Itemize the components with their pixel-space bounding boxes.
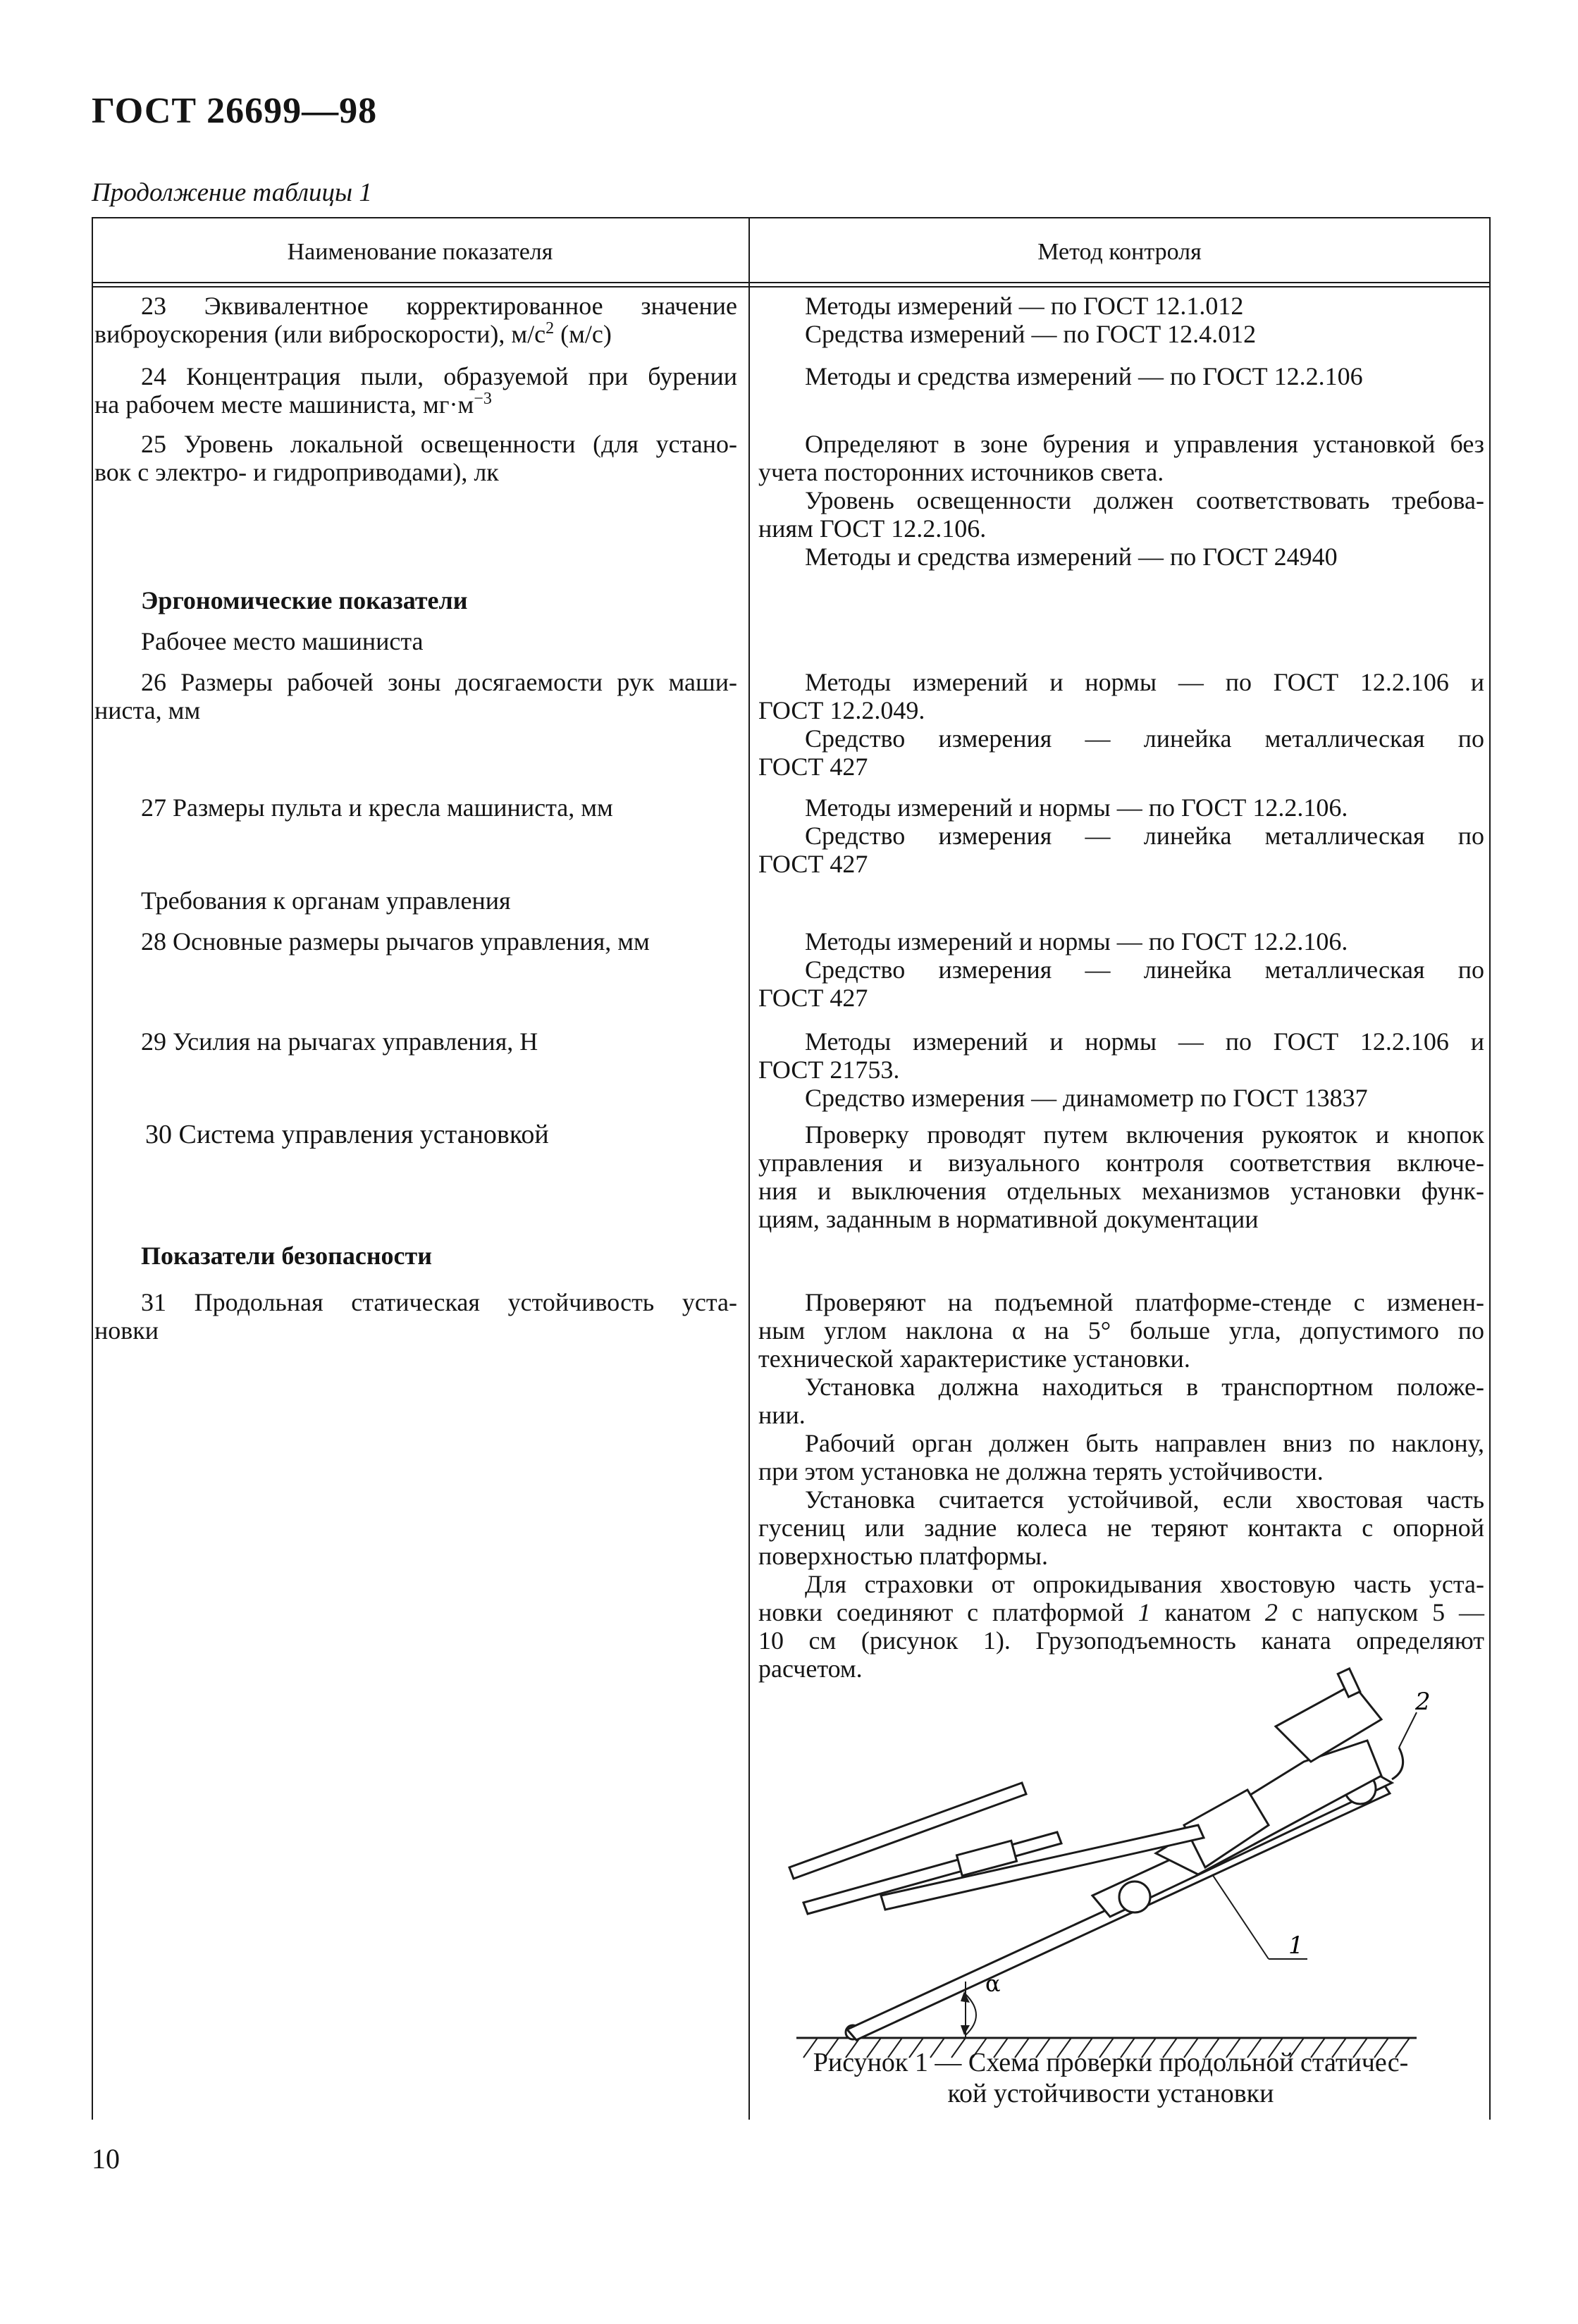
method-24 [758, 362, 1484, 390]
method-26 [758, 668, 1484, 781]
track-wheel-front [1119, 1881, 1150, 1912]
indicator-23-unit: (м/с) [554, 320, 612, 348]
method-25-line1: Определяют в зоне бурения и управления установкой без [805, 430, 1484, 458]
method-31-line10: поверхностью платформы. [758, 1542, 1048, 1570]
method-31-line12-text3: с напуском 5 — [1277, 1598, 1485, 1626]
method-31-line12-text: новки соединяют с платформой [758, 1598, 1138, 1626]
figure-caption [772, 2047, 1449, 2109]
figure-caption-line1: Рисунок 1 — Схема проверки продольной статичес- [813, 2048, 1409, 2077]
indicator-31 [94, 1288, 737, 1345]
method-24-line1: Методы и средства измерений — по ГОСТ 12.2.106 [805, 362, 1363, 390]
method-23 [758, 292, 1484, 348]
indicator-24-line1: 24 Концентрация пыли, образуемой при бурении [141, 362, 737, 390]
indicator-26 [94, 668, 737, 724]
method-27-line1: Методы измерений и нормы — по ГОСТ 12.2.106. [805, 793, 1348, 822]
column-header-indicator: Наименование показателя [287, 239, 553, 265]
method-31-line3: технической характеристике установки. [758, 1345, 1190, 1373]
section-workplace: Рабочее место машиниста [141, 627, 424, 655]
method-29-line1: Методы измерений и нормы — по ГОСТ 12.2.106 и [805, 1027, 1484, 1056]
method-28-line3: ГОСТ 427 [758, 984, 868, 1012]
indicator-25 [94, 430, 737, 486]
method-23-line2: Средства измерений — по ГОСТ 12.4.012 [805, 320, 1257, 348]
method-31-line1: Проверяют на подъемной платформе-стенде с изменен- [805, 1288, 1484, 1316]
method-26-line2: ГОСТ 12.2.049. [758, 696, 925, 724]
leader-2 [1399, 1712, 1417, 1748]
method-31-line12 [758, 1598, 1484, 1626]
method-31-line7: при этом установка не должна терять устойчивости. [758, 1457, 1324, 1485]
method-30-line1: Проверку проводят путем включения рукояток и кнопок [805, 1120, 1484, 1149]
method-25 [758, 430, 1484, 571]
indicator-26-line1: 26 Размеры рабочей зоны досягаемости рук маши- [141, 668, 737, 696]
figure-caption-line2: кой устойчивости установки [947, 2079, 1274, 2108]
indicator-23-line1: 23 Эквивалентное корректированное значение [141, 292, 737, 320]
figure-stability-scheme [761, 1663, 1445, 2093]
indicator-31-line2: новки [94, 1316, 159, 1345]
method-31-line14: расчетом. [758, 1655, 863, 1683]
indicator-28: 28 Основные размеры рычагов управления, мм [141, 927, 650, 956]
section-safety: Показатели безопасности [141, 1242, 432, 1270]
method-25-line5: Методы и средства измерений — по ГОСТ 24940 [805, 543, 1338, 571]
indicator-26-line2: ниста, мм [94, 696, 201, 724]
indicator-23 [94, 292, 737, 348]
method-26-line1: Методы измерений и нормы — по ГОСТ 12.2.106 и [805, 668, 1484, 696]
leader-1 [1212, 1874, 1269, 1959]
method-30-line4: циям, заданным в нормативной документации [758, 1205, 1259, 1233]
table-caption: Продолжение таблицы 1 [92, 178, 372, 207]
indicator-23-line2 [94, 320, 737, 348]
method-28-line2: Средство измерения — линейка металлическая по [805, 956, 1484, 984]
indicator-25-line1: 25 Уровень локальной освещенности (для устано- [141, 430, 737, 458]
section-ergonomic: Эргономические показатели [141, 586, 468, 614]
method-31-line5: нии. [758, 1401, 806, 1429]
method-27-line3: ГОСТ 427 [758, 850, 868, 878]
method-23-line1: Методы измерений — по ГОСТ 12.1.012 [805, 292, 1244, 320]
column-divider [748, 217, 750, 2120]
method-31 [758, 1288, 1484, 1683]
method-25-line2: учета посторонних источников света. [758, 458, 1164, 486]
column-header-method: Метод контроля [1037, 239, 1202, 265]
label-platform-1: 1 [1288, 1931, 1304, 1960]
method-29-line2: ГОСТ 21753. [758, 1056, 900, 1084]
platform-ref: 1 [1138, 1598, 1151, 1626]
page-number: 10 [92, 2143, 120, 2175]
indicator-27: 27 Размеры пульта и кресла машиниста, мм [141, 793, 613, 822]
method-27-line2: Средство измерения — линейка металлическая по [805, 822, 1484, 850]
unit-exponent: −3 [474, 390, 492, 408]
indicator-29: 29 Усилия на рычагах управления, Н [141, 1027, 538, 1056]
safety-rope [1392, 1748, 1403, 1779]
method-31-line13: 10 см (рисунок 1). Грузоподъемность каната определяют [758, 1626, 1484, 1655]
unit-exponent: 2 [545, 319, 555, 338]
method-28-line1: Методы измерений и нормы — по ГОСТ 12.2.106. [805, 927, 1348, 956]
indicator-23-text: виброускорения (или виброскорости), м/с [94, 320, 546, 348]
right-border [1489, 217, 1491, 2120]
method-25-line4: ниям ГОСТ 12.2.106. [758, 514, 987, 543]
indicator-31-line1: 31 Продольная статическая устойчивость уста- [141, 1288, 737, 1316]
method-26-line4: ГОСТ 427 [758, 753, 868, 781]
left-border [92, 217, 93, 2120]
figure-drawing [761, 1663, 1445, 2093]
method-27 [758, 793, 1484, 878]
indicator-25-line2: вок с электро- и гидроприводами), лк [94, 458, 499, 486]
indicator-30: 30 Система управления установкой [145, 1120, 549, 1149]
method-31-line8: Установка считается устойчивой, если хвостовая часть [805, 1485, 1484, 1514]
method-26-line3: Средство измерения — линейка металлическая по [805, 724, 1484, 753]
method-25-line3: Уровень освещенности должен соответствовать требова- [805, 486, 1484, 514]
method-30-line2: управления и визуального контроля соответствия включе- [758, 1149, 1484, 1177]
label-rope-2: 2 [1415, 1688, 1431, 1716]
method-28 [758, 927, 1484, 1012]
method-31-line11: Для страховки от опрокидывания хвостовую часть уста- [805, 1570, 1484, 1598]
angle-alpha-label: α [985, 1970, 1001, 1997]
indicator-24-text: на рабочем месте машиниста, мг·м [94, 390, 474, 419]
method-31-line6: Рабочий орган должен быть направлен вниз по наклону, [805, 1429, 1484, 1457]
indicator-24-line2 [94, 390, 737, 419]
indicator-24 [94, 362, 737, 419]
method-29-line3: Средство измерения — динамометр по ГОСТ 13837 [805, 1084, 1368, 1112]
method-31-line12-text2: канатом [1150, 1598, 1265, 1626]
method-30-line3: ния и выключения отдельных механизмов установки функ- [758, 1177, 1484, 1205]
section-controls: Требования к органам управления [141, 886, 511, 915]
document-header: ГОСТ 26699—98 [92, 91, 378, 131]
method-29 [758, 1027, 1484, 1112]
rope-ref: 2 [1264, 1598, 1278, 1626]
method-30 [758, 1120, 1484, 1233]
method-31-line2: ным углом наклона α на 5° больше угла, допустимого по [758, 1316, 1484, 1345]
method-31-line4: Установка должна находиться в транспортном положе- [805, 1373, 1484, 1401]
method-31-line9: гусениц или задние колеса не теряют контакта с опорной [758, 1514, 1484, 1542]
